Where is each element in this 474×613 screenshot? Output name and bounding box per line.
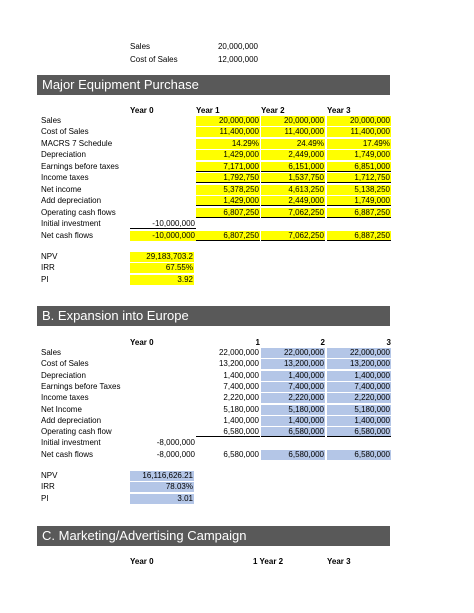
table-cell: 1,400,000 — [327, 416, 391, 426]
row-label: Add depreciation — [41, 196, 102, 206]
table-cell: 22,000,000 — [327, 348, 391, 358]
table-cell — [130, 196, 196, 206]
table-cell: 2,449,000 — [261, 196, 325, 206]
table-cell: 2,449,000 — [261, 150, 325, 160]
table-cell: 5,378,250 — [196, 185, 260, 195]
column-header: Year 3 — [327, 106, 351, 115]
table-cell: 20,000,000 — [261, 116, 325, 126]
table-cell — [327, 438, 391, 448]
table-cell — [130, 427, 196, 437]
table-cell: 13,200,000 — [327, 359, 391, 369]
metric-value: 67.55% — [130, 263, 194, 273]
table-cell: 11,400,000 — [196, 127, 260, 137]
table-cell: 1,537,750 — [261, 173, 325, 183]
table-cell: 7,062,250 — [261, 208, 325, 218]
column-header: Year 0 — [130, 106, 154, 115]
table-cell: 11,400,000 — [327, 127, 391, 137]
row-label: Income taxes — [41, 393, 89, 403]
table-cell — [130, 371, 196, 381]
table-cell — [130, 382, 196, 392]
section-a-title: Major Equipment Purchase — [37, 75, 390, 95]
table-cell — [130, 127, 196, 137]
row-label: Initial investment — [41, 438, 101, 448]
table-cell: 17.49% — [327, 139, 391, 149]
table-cell — [130, 405, 196, 415]
table-cell: -10,000,000 — [130, 219, 196, 229]
table-cell: 6,580,000 — [327, 427, 391, 437]
section-c-header-year2: 1 Year 2 — [253, 557, 284, 566]
top-cost-label: Cost of Sales — [130, 55, 178, 64]
section-b-title: B. Expansion into Europe — [37, 306, 390, 326]
table-cell: 6,580,000 — [327, 450, 391, 460]
metric-label: NPV — [41, 252, 58, 261]
table-cell: 13,200,000 — [261, 359, 325, 369]
section-c-title: C. Marketing/Advertising Campaign — [37, 526, 390, 546]
table-cell: 1,749,000 — [327, 196, 391, 206]
row-label: Earnings before Taxes — [41, 381, 121, 391]
metric-label: IRR — [41, 482, 55, 492]
column-header: 3 — [386, 338, 391, 347]
table-cell: 6,580,000 — [196, 427, 260, 437]
table-cell: 6,851,000 — [327, 162, 391, 172]
table-cell: -10,000,000 — [130, 231, 196, 241]
metric-label: IRR — [41, 263, 55, 273]
row-label: Add depreciation — [41, 415, 102, 425]
table-cell: 2,220,000 — [261, 393, 325, 403]
table-cell — [130, 150, 196, 160]
table-cell: 1,712,750 — [327, 173, 391, 183]
row-label: Net income — [41, 184, 82, 194]
table-cell: 1,400,000 — [223, 415, 259, 425]
table-cell: 13,200,000 — [218, 359, 259, 369]
column-header: 2 — [320, 338, 325, 347]
table-cell: 11,400,000 — [261, 127, 325, 137]
table-cell — [130, 393, 196, 403]
table-cell: 1,429,000 — [196, 150, 260, 160]
top-cost-value: 12,000,000 — [217, 55, 258, 64]
metric-value: 29,183,703.2 — [130, 252, 194, 262]
table-cell: 1,400,000 — [261, 416, 325, 426]
table-cell: 1,400,000 — [261, 371, 325, 381]
table-cell: -8,000,000 — [156, 449, 195, 459]
table-cell — [130, 359, 196, 369]
row-label: Cost of Sales — [41, 127, 89, 137]
table-cell: 6,887,250 — [327, 231, 391, 241]
column-header: Year 1 — [196, 106, 220, 115]
section-c-header-year3: Year 3 — [327, 557, 351, 566]
row-label: Cost of Sales — [41, 359, 89, 369]
table-cell — [327, 219, 391, 229]
table-cell: 22,000,000 — [218, 348, 259, 357]
table-cell: 22,000,000 — [261, 348, 325, 358]
table-cell: 6,807,250 — [196, 231, 260, 241]
row-label: Sales — [41, 116, 62, 125]
table-cell: 2,220,000 — [327, 393, 391, 403]
table-cell — [261, 219, 325, 229]
table-cell: 20,000,000 — [196, 116, 260, 126]
metric-label: PI — [41, 274, 49, 284]
table-cell: 1,429,000 — [196, 196, 260, 206]
table-cell: 6,580,000 — [223, 449, 259, 459]
table-cell: 6,151,000 — [261, 162, 325, 172]
table-cell — [130, 162, 196, 172]
metric-value: 3.01 — [130, 494, 194, 504]
table-cell: 6,887,250 — [327, 208, 391, 218]
table-cell: 1,749,000 — [327, 150, 391, 160]
table-cell: 24.49% — [261, 139, 325, 149]
table-cell: 5,138,250 — [327, 185, 391, 195]
table-cell — [196, 219, 260, 229]
table-cell: 4,613,250 — [261, 185, 325, 195]
table-cell — [130, 185, 196, 195]
table-cell — [130, 208, 196, 218]
column-header: Year 2 — [261, 106, 285, 115]
row-label: Earnings before taxes — [41, 161, 119, 171]
table-cell: 7,400,000 — [223, 381, 259, 391]
table-cell: 14.29% — [196, 139, 260, 149]
table-cell — [130, 139, 196, 149]
row-label: Net cash flows — [41, 449, 94, 459]
table-cell: 1,400,000 — [223, 370, 259, 380]
table-cell — [196, 438, 260, 448]
table-cell: 7,171,000 — [196, 162, 260, 172]
table-cell: 7,400,000 — [327, 382, 391, 392]
column-header: Year 0 — [130, 338, 154, 347]
table-cell: 5,180,000 — [327, 405, 391, 415]
table-cell: 6,580,000 — [261, 427, 325, 437]
table-cell: 7,062,250 — [261, 231, 325, 241]
table-cell — [130, 116, 196, 126]
table-cell — [130, 416, 196, 426]
row-label: Sales — [41, 348, 62, 357]
table-cell: -8,000,000 — [156, 438, 195, 448]
table-cell: 6,807,250 — [196, 208, 260, 218]
metric-value: 78.03% — [130, 482, 194, 492]
table-cell — [261, 438, 325, 448]
metric-value: 16,116,626.21 — [130, 471, 194, 481]
table-cell: 1,400,000 — [327, 371, 391, 381]
row-label: MACRS 7 Schedule — [41, 138, 113, 148]
table-cell: 1,792,750 — [196, 173, 260, 183]
metric-label: NPV — [41, 471, 58, 480]
table-cell — [130, 173, 196, 183]
section-c-header-year0: Year 0 — [130, 557, 154, 566]
top-sales-label: Sales — [130, 42, 151, 51]
column-header: 1 — [255, 338, 260, 347]
table-cell — [130, 348, 196, 358]
row-label: Net Income — [41, 404, 82, 414]
row-label: Income taxes — [41, 173, 89, 183]
metric-label: PI — [41, 493, 49, 503]
row-label: Initial investment — [41, 219, 101, 229]
top-sales-value: 20,000,000 — [217, 42, 258, 51]
table-cell: 20,000,000 — [327, 116, 391, 126]
table-cell: 5,180,000 — [261, 405, 325, 415]
row-label: Operating cash flow — [41, 427, 112, 437]
row-label: Operating cash flows — [41, 207, 116, 217]
metric-value: 3.92 — [130, 275, 194, 285]
row-label: Depreciation — [41, 150, 86, 160]
table-cell: 7,400,000 — [261, 382, 325, 392]
row-label: Depreciation — [41, 370, 86, 380]
row-label: Net cash flows — [41, 230, 94, 240]
table-cell: 5,180,000 — [223, 404, 259, 414]
table-cell: 2,220,000 — [223, 393, 259, 403]
table-cell: 6,580,000 — [261, 450, 325, 460]
